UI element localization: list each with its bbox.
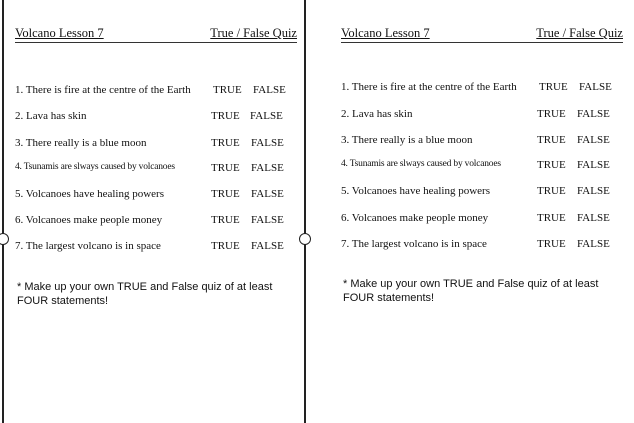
quiz-title: True / False Quiz xyxy=(536,26,623,40)
quiz-sheet-right xyxy=(328,0,634,423)
false-option: FALSE xyxy=(577,212,610,224)
false-option: FALSE xyxy=(253,84,286,96)
false-option: FALSE xyxy=(251,188,284,200)
question-row xyxy=(15,84,300,98)
instruction-note xyxy=(343,277,628,305)
question-row xyxy=(15,110,300,124)
question-text: 6. Volcanoes make people money xyxy=(341,212,489,224)
false-option: FALSE xyxy=(579,81,612,93)
false-option: FALSE xyxy=(577,159,610,171)
true-option: TRUE xyxy=(211,240,240,252)
question-row xyxy=(15,162,300,176)
question-text: 7. The largest volcano is in space xyxy=(15,240,161,252)
true-option: TRUE xyxy=(211,110,240,122)
question-text: 3. There really is a blue moon xyxy=(15,137,147,149)
question-row xyxy=(341,212,631,226)
true-option: TRUE xyxy=(211,162,240,174)
lesson-title: Volcano Lesson 7 xyxy=(341,26,430,40)
question-text: 6. Volcanoes make people money xyxy=(15,214,163,226)
quiz-sheet-left xyxy=(0,0,305,423)
false-option: FALSE xyxy=(577,134,610,146)
true-option: TRUE xyxy=(537,212,566,224)
true-option: TRUE xyxy=(211,137,240,149)
false-option: FALSE xyxy=(251,137,284,149)
instruction-line-2: FOUR statements! xyxy=(343,292,435,304)
true-option: TRUE xyxy=(537,159,566,171)
question-row xyxy=(15,137,300,151)
question-text: 4. Tsunamis are slways caused by volcanoes xyxy=(15,162,175,172)
question-text: 7. The largest volcano is in space xyxy=(341,238,487,250)
true-option: TRUE xyxy=(537,108,566,120)
false-option: FALSE xyxy=(250,110,283,122)
true-option: TRUE xyxy=(211,214,240,226)
question-text: 1. There is fire at the centre of the Earth xyxy=(15,84,191,96)
header-rule xyxy=(15,42,297,43)
false-option: FALSE xyxy=(577,108,610,120)
question-row xyxy=(341,238,631,252)
false-option: FALSE xyxy=(251,162,284,174)
instruction-line-1: * Make up your own TRUE and False quiz of at least xyxy=(343,278,599,290)
quiz-title: True / False Quiz xyxy=(210,26,297,40)
question-text: 5. Volcanoes have healing powers xyxy=(341,185,490,197)
true-option: TRUE xyxy=(213,84,242,96)
question-text: 2. Lava has skin xyxy=(341,108,413,120)
question-text: 5. Volcanoes have healing powers xyxy=(15,188,164,200)
false-option: FALSE xyxy=(251,240,284,252)
true-option: TRUE xyxy=(537,134,566,146)
sheet-header xyxy=(15,26,297,42)
instruction-note xyxy=(17,280,297,308)
true-option: TRUE xyxy=(537,238,566,250)
true-option: TRUE xyxy=(537,185,566,197)
question-text: 4. Tsunamis are slways caused by volcanoes xyxy=(341,159,501,169)
question-row xyxy=(341,185,631,199)
false-option: FALSE xyxy=(577,185,610,197)
question-text: 1. There is fire at the centre of the Earth xyxy=(341,81,517,93)
lesson-title: Volcano Lesson 7 xyxy=(15,26,104,40)
false-option: FALSE xyxy=(577,238,610,250)
instruction-line-2: FOUR statements! xyxy=(17,295,109,307)
true-option: TRUE xyxy=(211,188,240,200)
question-row xyxy=(341,81,631,95)
question-row xyxy=(15,240,300,254)
question-row xyxy=(341,159,631,173)
question-row xyxy=(341,108,631,122)
question-row xyxy=(341,134,631,148)
header-rule xyxy=(341,42,623,43)
instruction-line-1: * Make up your own TRUE and False quiz of at least xyxy=(17,281,273,293)
question-row xyxy=(15,214,300,228)
question-text: 2. Lava has skin xyxy=(15,110,87,122)
question-text: 3. There really is a blue moon xyxy=(341,134,473,146)
question-row xyxy=(15,188,300,202)
sheet-header xyxy=(341,26,623,42)
false-option: FALSE xyxy=(251,214,284,226)
true-option: TRUE xyxy=(539,81,568,93)
